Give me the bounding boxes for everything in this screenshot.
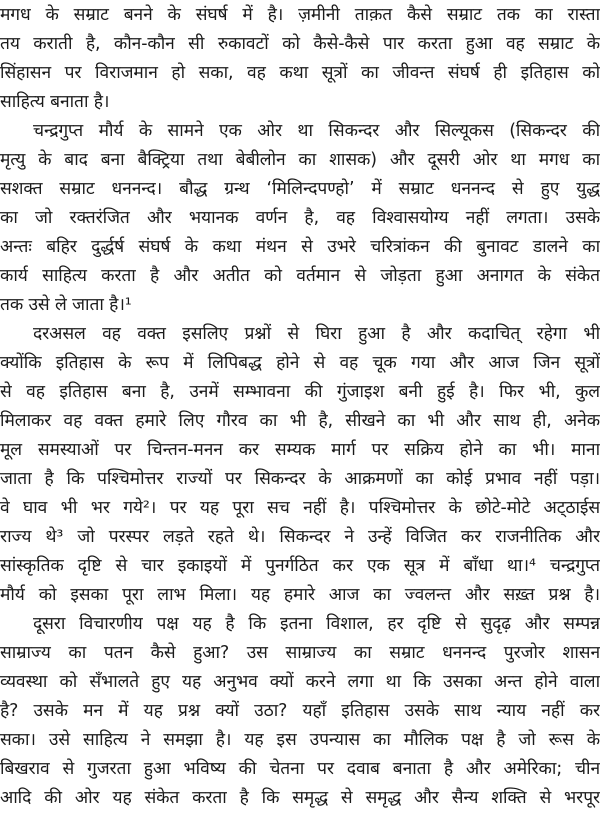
text-line: सका। उसे साहित्य ने समझा है। यह इस उपन्यास का मौलिक पक्ष है जो रूस के bbox=[0, 730, 600, 750]
text-line: दरअसल वह वक्त इसलिए प्रश्नों से घिरा हुआ है और कदाचित् रहेगा भी bbox=[33, 324, 600, 344]
text-line: मूल समस्याओं पर चिन्तन-मनन कर सम्यक मार्ग पर सक्रिय होने का भी। माना bbox=[0, 440, 600, 460]
text-line: मौर्य को इसका पूरा लाभ मिला। यह हमारे आज का ज्वलन्त और सख़्त प्रश्न है। bbox=[0, 585, 600, 605]
text-line: जाता है कि पश्चिमोत्तर राज्यों पर सिकन्दर के आक्रमणों का कोई प्रभाव नहीं पड़ा। bbox=[0, 469, 600, 489]
text-line: वे घाव भी भर गये²। पर यह पूरा सच नहीं है। पश्चिमोत्तर के छोटे-मोटे अट्‌ठाईस bbox=[0, 498, 600, 518]
text-line: तक उसे ले जाता है।¹ bbox=[0, 295, 132, 315]
text-line: का जो रक्तरंजित और भयानक वर्णन है, वह विश्वासयोग्य नहीं लगता। उसके bbox=[0, 208, 600, 228]
text-line: तय कराती है, कौन-कौन सी रुकावटों को कैसे-कैसे पार करता हुआ वह सम्राट के bbox=[0, 34, 600, 54]
text-line: साम्राज्य का पतन कैसे हुआ? उस साम्राज्य का सम्राट धननन्द पुरजोर शासन bbox=[0, 643, 600, 663]
text-line: दूसरा विचारणीय पक्ष यह है कि इतना विशाल, हर दृष्टि से सुदृढ़ और सम्पन्न bbox=[33, 614, 600, 634]
text-line: मिलाकर वह वक्त हमारे लिए गौरव का भी है, सीखने का भी और साथ ही, अनेक bbox=[0, 411, 600, 431]
text-line: सशक्त सम्राट धननन्द। बौद्ध ग्रन्थ ‘मिलिन्दपण्हो’ में सम्राट धननन्द से हुए युद्ध bbox=[0, 179, 600, 199]
text-line: राज्य थे³ जो परस्पर लड़ते रहते थे। सिकन्दर ने उन्हें विजित कर राजनीतिक और bbox=[0, 527, 600, 547]
text-line: अन्तः बहिर दुर्द्धर्ष संघर्ष के कथा मंथन से उभरे चरित्रांकन की बुनावट डालने का bbox=[0, 237, 600, 257]
text-line: चन्द्रगुप्त मौर्य के सामने एक ओर था सिकन्दर और सिल्यूकस (सिकन्दर की bbox=[33, 121, 600, 141]
text-line: क्योंकि इतिहास के रूप में लिपिबद्ध होने से वह चूक गया और आज जिन सूत्रों bbox=[0, 353, 600, 373]
text-line: सांस्कृतिक दृष्टि से चार इकाइयों में पुनर्गठित कर एक सूत्र में बाँधा था।⁴ चन्द्रगुप्त bbox=[0, 556, 600, 576]
text-line: मृत्यु के बाद बना बैक्ट्रिया तथा बेबीलोन का शासक) और दूसरी ओर था मगध का bbox=[0, 150, 600, 170]
text-line: आदि की ओर यह संकेत करता है कि समृद्ध से समृद्ध और सैन्य शक्ति से भरपूर bbox=[0, 788, 600, 808]
text-line: सिंहासन पर विराजमान हो सका, वह कथा सूत्रों का जीवन्त संघर्ष ही इतिहास को bbox=[0, 63, 600, 83]
text-line: से वह इतिहास बना है, उनमें सम्भावना की गुंजाइश बनी हुई है। फिर भी, कुल bbox=[0, 382, 600, 402]
text-line: मगध के सम्राट बनने के संघर्ष में है। ज़मीनी ताक़त कैसे सम्राट तक का रास्ता bbox=[0, 5, 600, 25]
text-line: व्यवस्था को सँभालते हुए यह अनुभव क्यों करने लगा था कि उसका अन्त होने वाला bbox=[0, 672, 600, 692]
text-line: है? उसके मन में यह प्रश्न क्यों उठा? यहाँ इतिहास उसके साथ न्याय नहीं कर bbox=[0, 701, 600, 721]
text-line: बिखराव से गुजरता हुआ भविष्य की चेतना पर दवाब बनाता है और अमेरिका; चीन bbox=[0, 759, 600, 779]
text-line: साहित्य बनाता है। bbox=[0, 92, 110, 112]
text-line: कार्य साहित्य करता है और अतीत को वर्तमान से जोड़ता हुआ अनागत के संकेत bbox=[0, 266, 600, 286]
